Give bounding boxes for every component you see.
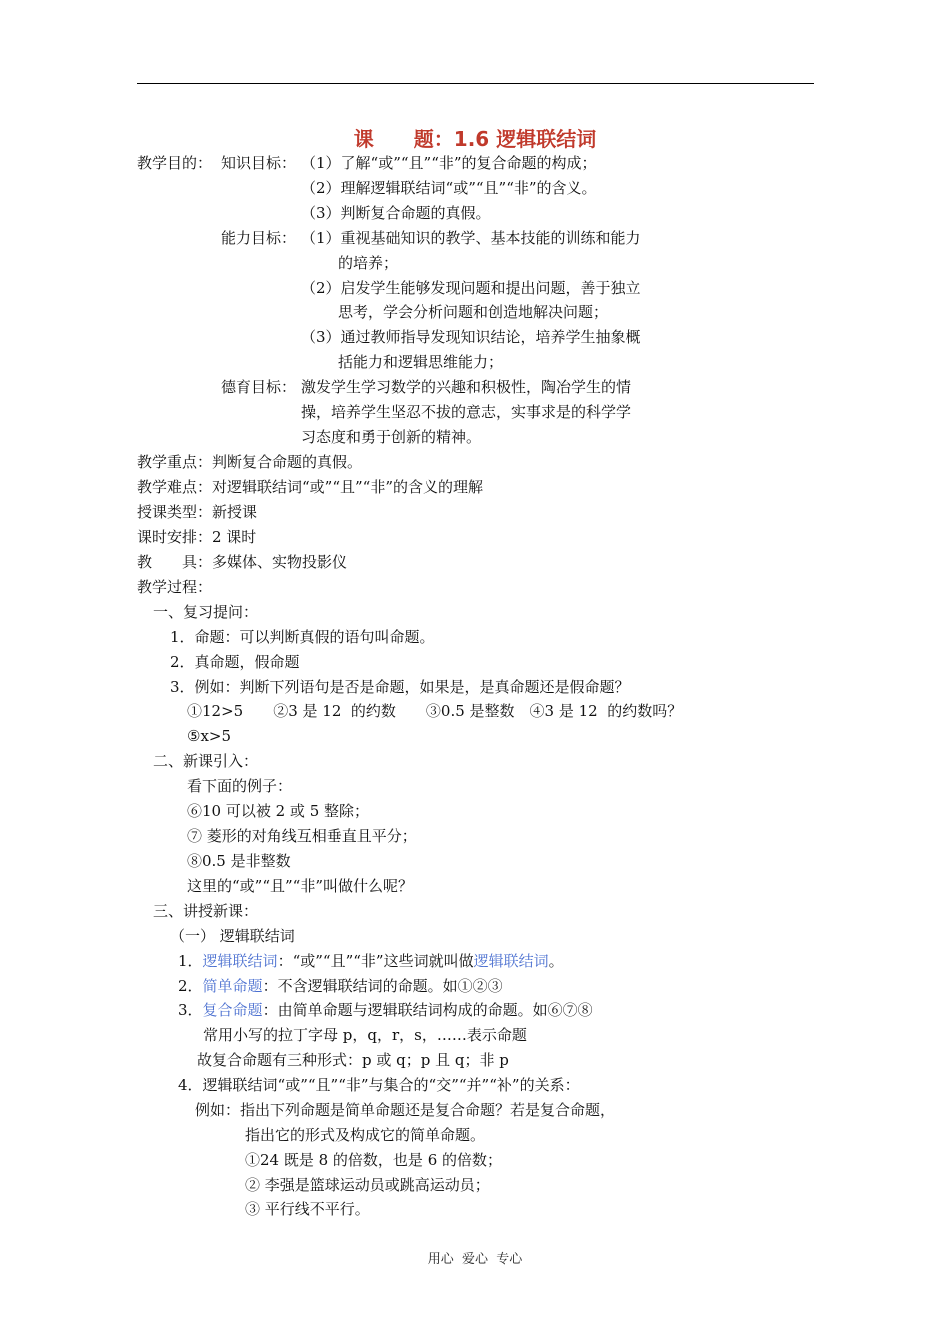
ability-line: 思考，学会分析问题和创造地解决问题； xyxy=(338,303,609,321)
intro-line: ⑦ 菱形的对角线互相垂直且平分； xyxy=(187,827,417,845)
header-rule xyxy=(137,83,814,84)
info-tools: 教 具：多媒体、实物投影仪 xyxy=(137,553,348,571)
example-item: ①24 既是 8 的倍数，也是 6 的倍数； xyxy=(245,1151,503,1169)
moral-line: 操，培养学生坚忍不拔的意志，实事求是的科学学 xyxy=(301,403,632,421)
definition-logical-connective: 1．逻辑联结词：“或”“且”“非”这些词就叫做逻辑联结词。 xyxy=(178,952,564,970)
objectives-label: 教学目的： xyxy=(137,154,213,172)
example-intro: 例如：指出下列命题是简单命题还是复合命题？若是复合命题， xyxy=(195,1101,616,1119)
example-item: ③ 平行线不平行。 xyxy=(245,1200,370,1218)
knowledge-label: 知识目标： xyxy=(221,154,297,172)
intro-line: ⑧0.5 是非整数 xyxy=(187,852,291,870)
ability-line: （3）通过教师指导发现知识结论，培养学生抽象概 xyxy=(301,328,641,346)
review-item: 2．真命题，假命题 xyxy=(170,653,300,671)
moral-line: 激发学生学习数学的兴趣和积极性，陶冶学生的情 xyxy=(301,378,632,396)
lesson-title: 课 题：1.6 逻辑联结词 xyxy=(353,127,597,151)
page-footer: 用心 爱心 专心 xyxy=(427,1252,523,1267)
lecture-heading: 三、讲授新课： xyxy=(153,902,259,920)
review-item: 1．命题：可以判断真假的语句叫命题。 xyxy=(170,628,435,646)
example-item: ② 李强是篮球运动员或跳高运动员； xyxy=(245,1176,490,1194)
ability-line: 括能力和逻辑思维能力； xyxy=(338,353,504,371)
definition-compound-proposition: 3．复合命题：由简单命题与逻辑联结词构成的命题。如⑥⑦⑧ xyxy=(178,1001,593,1019)
example-intro: 指出它的形式及构成它的简单命题。 xyxy=(245,1126,486,1144)
review-heading: 一、复习提问： xyxy=(153,603,259,621)
term-link[interactable]: 逻辑联结词 xyxy=(202,952,278,970)
review-item: 3．例如：判断下列语句是否是命题，如果是，是真命题还是假命题？ xyxy=(170,678,630,696)
info-process: 教学过程： xyxy=(137,578,213,596)
knowledge-line: （2）理解逻辑联结词“或”“且”“非”的含义。 xyxy=(301,179,597,197)
info-type: 授课类型：新授课 xyxy=(137,503,258,521)
intro-line: 这里的“或”“且”“非”叫做什么呢？ xyxy=(187,877,414,895)
term-link[interactable]: 简单命题 xyxy=(202,977,263,995)
info-key-point: 教学重点：判断复合命题的真假。 xyxy=(137,453,363,471)
ability-line: （2）启发学生能够发现问题和提出问题，善于独立 xyxy=(301,279,641,297)
knowledge-line: （1）了解“或”“且”“非”的复合命题的构成； xyxy=(301,154,597,172)
term-link[interactable]: 复合命题 xyxy=(202,1001,263,1019)
info-hours: 课时安排：2 课时 xyxy=(137,528,257,546)
lecture-item4: 4．逻辑联结词“或”“且”“非”与集合的“交”“并”“补”的关系： xyxy=(178,1076,580,1094)
moral-line: 习态度和勇于创新的精神。 xyxy=(301,428,482,446)
info-difficulty: 教学难点：对逻辑联结词“或”“且”“非”的含义的理解 xyxy=(137,478,484,496)
review-example: ①12>5 ②3 是 12 的约数 ③0.5 是整数 ④3 是 12 的约数吗？ xyxy=(187,702,683,720)
knowledge-line: （3）判断复合命题的真假。 xyxy=(301,204,491,222)
review-example: ⑤x>5 xyxy=(187,727,232,745)
ability-line: 的培养； xyxy=(338,254,399,272)
lecture-line: 常用小写的拉丁字母 p，q，r，s，……表示命题 xyxy=(203,1026,527,1044)
intro-line: 看下面的例子： xyxy=(187,777,293,795)
ability-line: （1）重视基础知识的教学、基本技能的训练和能力 xyxy=(301,229,641,247)
lecture-subheading: （一） 逻辑联结词 xyxy=(170,927,295,945)
moral-label: 德育目标： xyxy=(221,378,297,396)
intro-heading: 二、新课引入： xyxy=(153,752,259,770)
definition-simple-proposition: 2．简单命题：不含逻辑联结词的命题。如①②③ xyxy=(178,977,503,995)
intro-line: ⑥10 可以被 2 或 5 整除； xyxy=(187,802,370,820)
term-link[interactable]: 逻辑联结词 xyxy=(473,952,549,970)
ability-label: 能力目标： xyxy=(221,229,297,247)
lecture-line: 故复合命题有三种形式：p 或 q；p 且 q；非 p xyxy=(197,1051,509,1069)
